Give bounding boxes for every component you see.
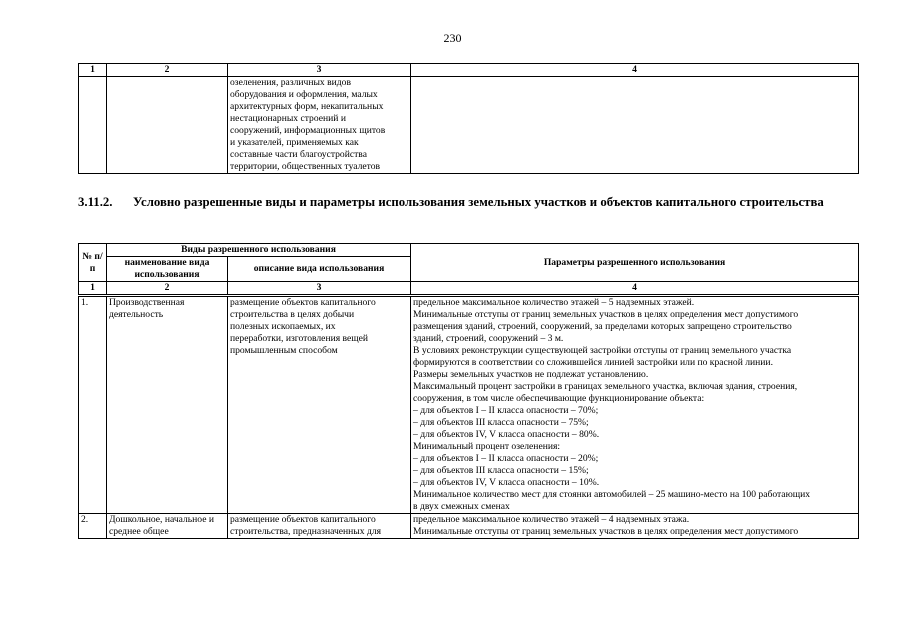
table-row (79, 514, 859, 539)
description-cell: озеленения, различных видов оборудования и оформления, малых архитектурных форм, некапитальных нестационарных строений и сооружений, информационных щитов и указателей, применяемых как составные части благоустройства территории, общественных туалетов (228, 77, 411, 174)
table-row (79, 77, 859, 174)
group-header: Виды разрешенного использования (107, 244, 411, 257)
use-name: Дошкольное, начальное и среднее общее (107, 514, 228, 539)
use-description: размещение объектов капитального строительства в целях добычи полезных ископаемых, их переработки, изготовления вещей промышленным способом (228, 296, 411, 514)
section-heading (78, 194, 860, 210)
col-num-2: 2 (107, 64, 228, 77)
page-number: 230 (443, 31, 462, 45)
col-num-3: 3 (228, 64, 411, 77)
col-num-3: 3 (228, 282, 411, 296)
desc-header: описание вида использования (228, 257, 411, 282)
params-header: Параметры разрешенного использования (411, 244, 859, 282)
col-num-1: 1 (79, 282, 107, 296)
col-num-4: 4 (411, 64, 859, 77)
column-number-row (79, 64, 859, 77)
use-parameters: предельное максимальное количество этажей – 4 надземных этажа. Минимальные отступы от границ земельных участков в целях определения мест допустимого (411, 514, 859, 539)
col-num-4: 4 (411, 282, 859, 296)
row-number: 1. (79, 296, 107, 514)
section-number: 3.11.2. (78, 195, 113, 209)
header-row-1 (79, 244, 859, 257)
row-number: 2. (79, 514, 107, 539)
table-row (79, 296, 859, 514)
num-header: № п/п (79, 244, 107, 282)
main-table (78, 243, 859, 539)
section-title: Условно разрешенные виды и параметры использования земельных участков и объектов капитального строительства (133, 195, 824, 209)
col-num-2: 2 (107, 282, 228, 296)
use-description: размещение объектов капитального строительства, предназначенных для (228, 514, 411, 539)
col-num-1: 1 (79, 64, 107, 77)
column-number-row (79, 282, 859, 296)
continued-table (78, 63, 859, 174)
use-name: Производственная деятельность (107, 296, 228, 514)
name-header: наименование вида использования (107, 257, 228, 282)
use-parameters: предельное максимальное количество этажей – 5 надземных этажей. Минимальные отступы от границ земельных участков в целях определения мест допустимого размещения зданий, строений, сооружений, за пределами которых запрещено строительство зданий, строений, сооружений – 3 м. В условиях реконструкции существующей застройки отступы от границ земельного участка формируются в соответствии со сложившейся линией застройки или по красной линии. Размеры земельных участков не подлежат установлению. Максимальный процент застройки в границах земельного участка, включая здания, строения, сооружения, в том числе обеспечивающие функционирование объекта: – для объектов I – II класса опасности – 70%; – для объектов III класса опасности – 75%; – для объектов IV, V класса опасности – 80%. Минимальный процент озеленения: – для объектов I – II класса опасности – 20%; – для объектов III класса опасности – 15%; – для объектов IV, V класса опасности – 10%. Минимальное количество мест для стоянки автомобилей – 25 машино-место на 100 работающих в двух смежных сменах (411, 296, 859, 514)
